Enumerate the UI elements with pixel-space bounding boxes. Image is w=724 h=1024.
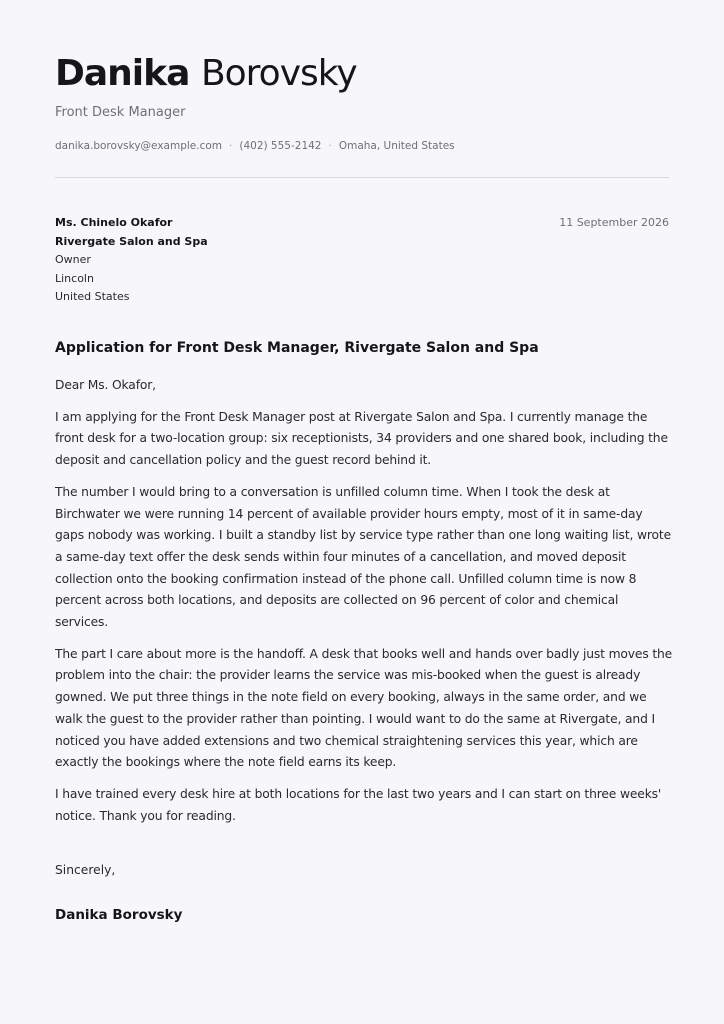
recipient-company: Rivergate Salon and Spa: [55, 234, 208, 248]
recipient-name: Ms. Chinelo Okafor: [55, 216, 173, 229]
body-paragraph: I have trained every desk hire at both locations for the last two years and I can start on three weeks' notice. Thank you for reading.: [55, 786, 662, 823]
body-paragraph: The part I care about more is the handoff. A desk that books well and hands over badly just moves the problem into the chair: the provider learns the service was mis-booked when the guest is already gowned. We put three things in the note field on every booking, always in the same order, and we walk the guest to the provider rather than pointing. I would want to do the same at Rivergate, and I noticed you have added extensions and two chemical straightening services this year, which are exactly the bookings where the note field earns its keep.: [55, 646, 673, 770]
closing: Sincerely,: [55, 863, 116, 877]
signature: Danika Borovsky: [55, 907, 183, 923]
header-divider: [55, 177, 669, 178]
contact-line: [55, 138, 455, 154]
contact-location: Omaha, United States: [338, 140, 455, 152]
recipient-city: Lincoln: [55, 271, 94, 285]
letter-date: 11 September 2026: [559, 216, 669, 229]
recipient-block: [55, 214, 208, 307]
recipient-country: United States: [55, 290, 130, 303]
applicant-job-title: Front Desk Manager: [55, 105, 186, 120]
applicant-last-name: Borovsky: [200, 53, 357, 94]
contact-phone: (402) 555-2142: [239, 140, 322, 152]
applicant-name: [55, 52, 357, 96]
body-paragraph: The number I would bring to a conversation is unfilled column time. When I took the desk at Birchwater we were running 14 percent of available provider hours empty, most of it in same-day gaps nobody was working. I built a standby list by service type rather than one long waiting list, wrote a same-day text offer the desk sends within four minutes of a cancellation, and moved deposit collection onto the booking confirmation instead of the phone call. Unfilled column time is now 8 percent across both locations, and deposits are collected on 96 percent of color and chemical services.: [55, 484, 672, 630]
body-paragraph: I am applying for the Front Desk Manager post at Rivergate Salon and Spa. I currently manage the front desk for a two-location group: six receptionists, 34 providers and one shared book, including the deposit and cancellation policy and the guest record behind it.: [55, 409, 668, 468]
contact-email: danika.borovsky@example.com: [55, 140, 223, 152]
applicant-first-name: Danika: [55, 53, 190, 94]
recipient-role: Owner: [55, 253, 91, 266]
letter-subject: Application for Front Desk Manager, Rivergate Salon and Spa: [55, 340, 539, 356]
contact-separator: ·: [328, 140, 332, 152]
letter-body: [55, 375, 675, 837]
contact-separator: ·: [229, 140, 233, 152]
salutation: Dear Ms. Okafor,: [55, 378, 156, 392]
